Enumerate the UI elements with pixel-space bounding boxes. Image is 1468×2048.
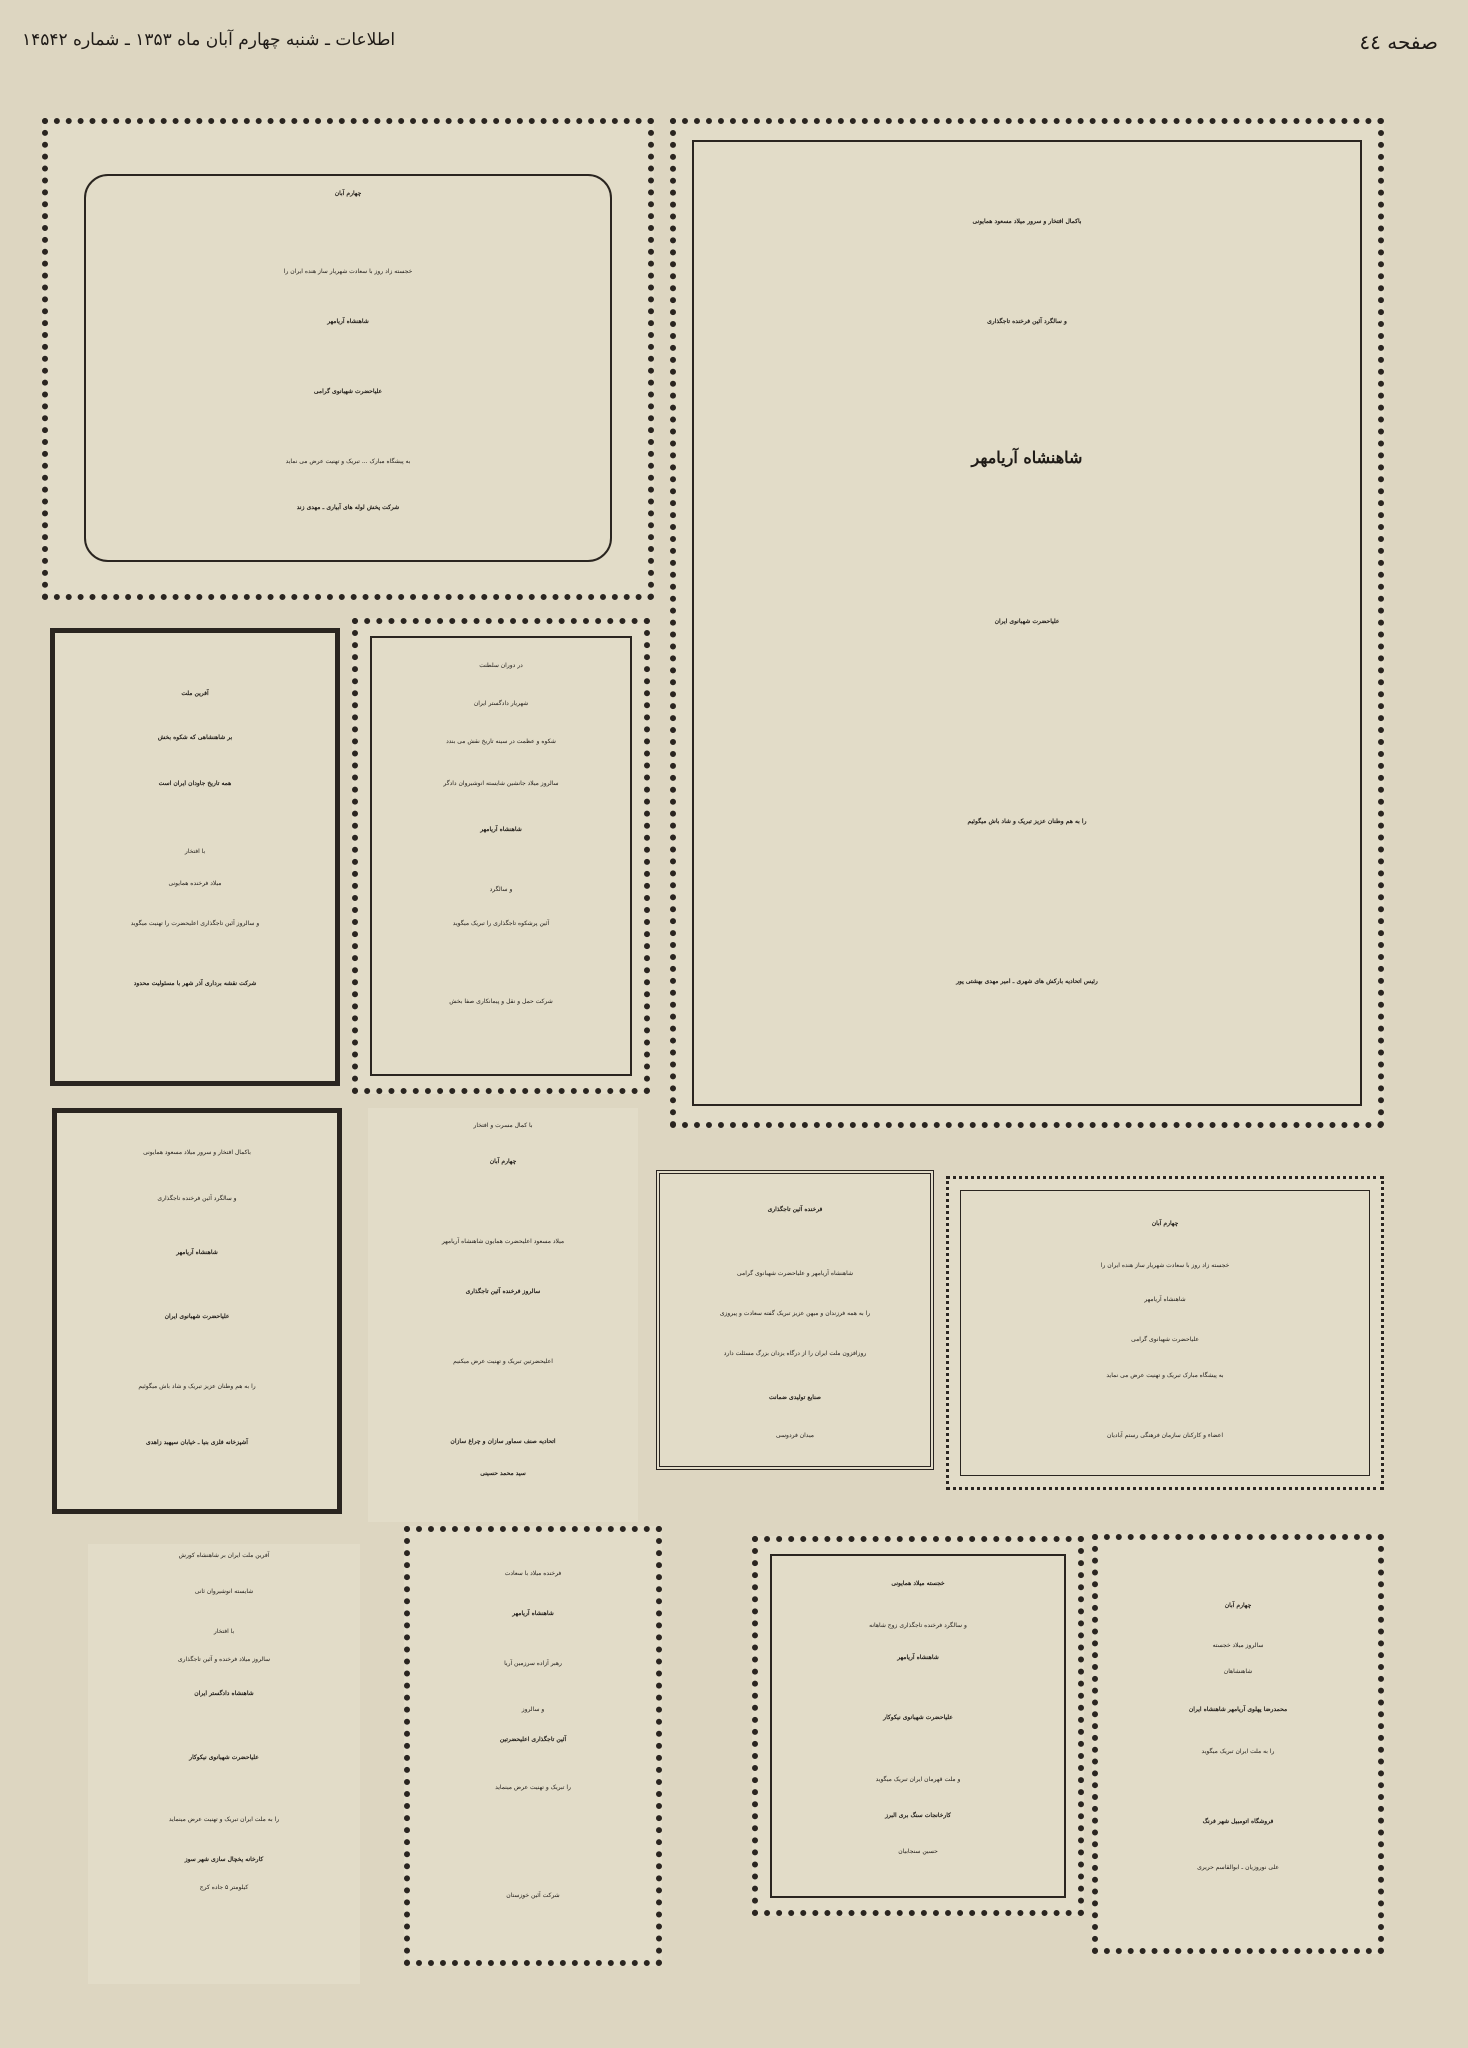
ad-row3-1-line2: و سالگرد آئین فرخنده تاجگذاری: [157, 1195, 237, 1202]
ad-row4-1-line1: آفرین ملت ایران بر شاهنشاه کورش: [178, 1552, 270, 1559]
ad-row3-2-signature2: سید محمد حسینی: [480, 1470, 526, 1477]
ad-row4-3-signature: کارخانجات سنگ بری البرز: [885, 1812, 951, 1819]
ad-row4-2-line4: و سالروز: [521, 1706, 545, 1713]
ad-row3-1-line5: را به هم وطنان عزیز تبریک و شاد باش میگوئیم: [138, 1383, 256, 1390]
ad-row4-4-signature2: علی نوروزیان ـ ابوالقاسم حریری: [1197, 1864, 1279, 1871]
ad-row4-2-border: [404, 1526, 662, 1966]
ad-mid-left-line6: و سالروز آئین تاجگذاری اعلیحضرت را تهنیت میگوید: [130, 920, 260, 927]
ad-mid-left-signature: شرکت نقشه برداری آذر شهر با مسئولیت محدود: [133, 980, 257, 987]
ad-row3-3-line1: شاهنشاه آریامهر و علیاحضرت شهبانوی گرامی: [737, 1270, 853, 1277]
ad-row3-1: [52, 1108, 342, 1514]
ad-mid-left-line5: میلاد فرخنده همایونی: [168, 880, 222, 887]
ad-row3-4: [946, 1176, 1384, 1490]
ad-row4-1-line2: شایسته انوشیروان ثانی: [194, 1588, 254, 1595]
ad-row3-4-line1: خجسته زاد روز با سعادت شهریار ساز هنده ایران را: [1100, 1262, 1230, 1269]
ad-top-left-line1: خجسته زاد روز با سعادت شهریار ساز هنده ایران را: [283, 268, 413, 275]
ad-row3-4-signature: اعضاء و کارکنان سازمان فرهنگی رستم آبادیان: [1106, 1432, 1224, 1439]
ad-row4-1-line4: سالروز میلاد فرخنده و آئین تاجگذاری: [177, 1656, 271, 1663]
ad-row4-3-line5: و ملت قهرمان ایران تبریک میگوید: [875, 1776, 961, 1783]
ad-row4-4-line4: را به ملت ایران تبریک میگوید: [1201, 1748, 1275, 1755]
ad-row3-2-line3: سالروز فرخنده آئین تاجگذاری: [465, 1288, 541, 1295]
ad-row4-2: [404, 1526, 662, 1966]
ad-top-left-title: چهارم آبان: [334, 190, 362, 197]
ad-row3-3-title: فرخنده آئین تاجگذاری: [767, 1206, 823, 1213]
ad-row3-1-signature: آشپزخانه فلزی بنیا ـ خیابان سپهبد زاهدی: [146, 1439, 248, 1446]
ad-row3-1-line3: شاهنشاه آریامهر: [176, 1249, 218, 1256]
ad-mid-center-line3: شکوه و عظمت در سینه تاریخ نقش می بندد: [446, 738, 556, 745]
ad-mid-left: [50, 628, 340, 1086]
ad-row3-1-line4: علیاحضرت شهبانوی ایران: [164, 1313, 230, 1320]
ad-row4-4-signature: فروشگاه اتومبیل شهر فرنگ: [1202, 1818, 1274, 1825]
ad-row3-3-line3: روزافزون ملت ایران را از درگاه یزدان بزرگ مسئلت دارد: [723, 1350, 867, 1357]
ad-mid-left-line2: بر شاهنشاهی که شکوه بخش: [157, 734, 233, 741]
issue-line: اطلاعات ـ شنبه چهارم آبان ماه ۱۳۵۳ ـ شماره ۱۴۵۴۲: [22, 30, 396, 50]
ad-row4-4-border: [1092, 1534, 1384, 1954]
ad-top-left: [42, 118, 654, 600]
ad-row4-2-line6: را تبریک و تهنیت عرض مینماید: [495, 1784, 571, 1791]
ad-row3-3-line2: را به همه فرزندان و میهن عزیز تبریک گفته سعادت و پیروزی: [719, 1310, 871, 1317]
ad-row3-2-line4: اعلیحضرتین تبریک و تهنیت عرض میکنیم: [453, 1358, 553, 1365]
ad-mid-center-line4: سالروز میلاد جانشین شایسته انوشیروان دادگر: [443, 780, 559, 787]
ad-row4-1-signature2: کیلومتر ۵ جاده کرج: [199, 1884, 249, 1891]
ad-row3-2-line2: میلاد مسعود اعلیحضرت همایون شاهنشاه آریامهر: [441, 1238, 565, 1245]
ad-mid-center-line7: آئین پرشکوه تاجگذاری را تبریک میگوید: [452, 920, 550, 927]
ad-row4-4: [1092, 1534, 1384, 1954]
ad-row4-2-line5: آئین تاجگذاری اعلیحضرتین: [499, 1736, 567, 1743]
main-ad-line1: باکمال افتخار و سرور میلاد مسعود همایونی: [972, 218, 1082, 225]
ad-row3-2-title: چهارم آبان: [489, 1158, 517, 1165]
ad-mid-left-line3: همه تاریخ جاودان ایران است: [158, 780, 232, 787]
ad-row4-1-line6: علیاحضرت شهبانوی نیکوکار: [189, 1754, 259, 1761]
ad-row4-1: [88, 1544, 360, 1984]
ad-row4-3-line3: شاهنشاه آریامهر: [897, 1654, 939, 1661]
ad-row4-4-line1: سالروز میلاد خجسته: [1212, 1642, 1264, 1649]
ad-row3-3: [656, 1170, 934, 1470]
ad-mid-left-line4: با افتخار: [184, 848, 206, 855]
ad-row3-3-signature: صنایع تولیدی ضمانت: [769, 1394, 821, 1401]
ad-row4-2-signature: شرکت آئین خوزستان: [506, 1892, 560, 1899]
ad-mid-center: [352, 618, 650, 1094]
ad-row4-1-signature: کارخانه یخچال سازی شهر سوز: [184, 1856, 264, 1863]
page-number: صفحه ٤٤: [1359, 30, 1438, 54]
ad-row4-4-title: چهارم آبان: [1224, 1602, 1252, 1609]
ad-mid-center-line6: و سالگرد: [489, 886, 513, 893]
ad-row3-4-line4: به پیشگاه مبارک تبریک و تهنیت عرض می نماید: [1106, 1372, 1224, 1379]
ad-top-left-line4: به پیشگاه مبارک ... تبریک و تهنیت عرض می نماید: [285, 458, 411, 465]
ad-row4-1-line7: را به ملت ایران تبریک و تهنیت عرض مینماید: [168, 1816, 280, 1823]
ad-row4-3-signature2: حسین سنجابیان: [898, 1848, 938, 1855]
ad-row4-3-line1: خجسته میلاد همایونی: [891, 1580, 945, 1587]
ad-row4-4-line2: شاهنشاهان: [1223, 1668, 1253, 1675]
ad-row4-4-line3: محمدرضا پهلوی آریامهر شاهنشاه ایران: [1188, 1706, 1288, 1713]
ad-mid-center-line2: شهریار دادگستر ایران: [473, 700, 529, 707]
main-ad-line5: را به هم وطنان عزیز تبریک و شاد باش میگوئیم: [967, 818, 1087, 825]
ad-row4-3-line4: علیاحضرت شهبانوی نیکوکار: [883, 1714, 953, 1721]
ad-row3-3-border: [656, 1170, 934, 1470]
ad-top-left-line3: علیاحضرت شهبانوی گرامی: [313, 388, 383, 395]
ad-mid-left-line1: آفرین ملت: [181, 690, 209, 697]
ad-row4-3: [752, 1536, 1084, 1916]
ad-row4-2-line1: فرخنده میلاد با سعادت: [504, 1570, 562, 1577]
ad-row3-2: [368, 1108, 638, 1522]
ad-row4-1-line5: شاهنشاه دادگستر ایران: [194, 1690, 254, 1697]
ad-top-left-line2: شاهنشاه آریامهر: [327, 318, 369, 325]
ad-row3-4-line2: شاهنشاه آریامهر: [1144, 1296, 1186, 1303]
ad-row4-3-inner-border: [770, 1554, 1066, 1898]
ad-row3-1-line1: باکمال افتخار و سرور میلاد مسعود همایونی: [143, 1149, 251, 1156]
main-ad-line4: علیاحضرت شهبانوی ایران: [994, 618, 1060, 625]
ad-row3-4-title: چهارم آبان: [1151, 1220, 1179, 1227]
main-ad-line3: شاهنشاه آریامهر: [971, 448, 1083, 467]
ad-row3-2-signature: اتحادیه صنف سماور سازان و چراغ سازان: [450, 1438, 556, 1445]
ad-row3-3-signature2: میدان فردوسی: [776, 1432, 814, 1439]
ad-row4-1-line3: با افتخار: [213, 1628, 235, 1635]
ad-row3-2-line1: با کمال مسرت و افتخار: [473, 1122, 533, 1129]
main-ad-signature: رئیس اتحادیه بارکش های شهری ـ امیر مهدی بهشتی پور: [956, 978, 1098, 985]
ad-row4-2-line3: رهبر آزاده سرزمین آریا: [504, 1660, 562, 1667]
ad-row3-4-line3: علیاحضرت شهبانوی گرامی: [1131, 1336, 1199, 1343]
ad-mid-center-signature: شرکت حمل و نقل و پیمانکاری صفا بخش: [449, 998, 553, 1005]
ad-row4-3-line2: و سالگرد فرخنده تاجگذاری زوج شاهانه: [869, 1622, 967, 1629]
ad-mid-center-line1: در دوران سلطنت: [479, 662, 523, 669]
ad-mid-center-line5: شاهنشاه آریامهر: [480, 826, 522, 833]
ad-top-left-signature: شرکت پخش لوله های آبیاری ـ مهدی زند: [296, 504, 400, 511]
main-ad-line2: و سالگرد آئین فرخنده تاجگذاری: [987, 318, 1067, 325]
ad-row4-2-line2: شاهنشاه آریامهر: [512, 1610, 554, 1617]
main-ad: [670, 118, 1384, 1128]
